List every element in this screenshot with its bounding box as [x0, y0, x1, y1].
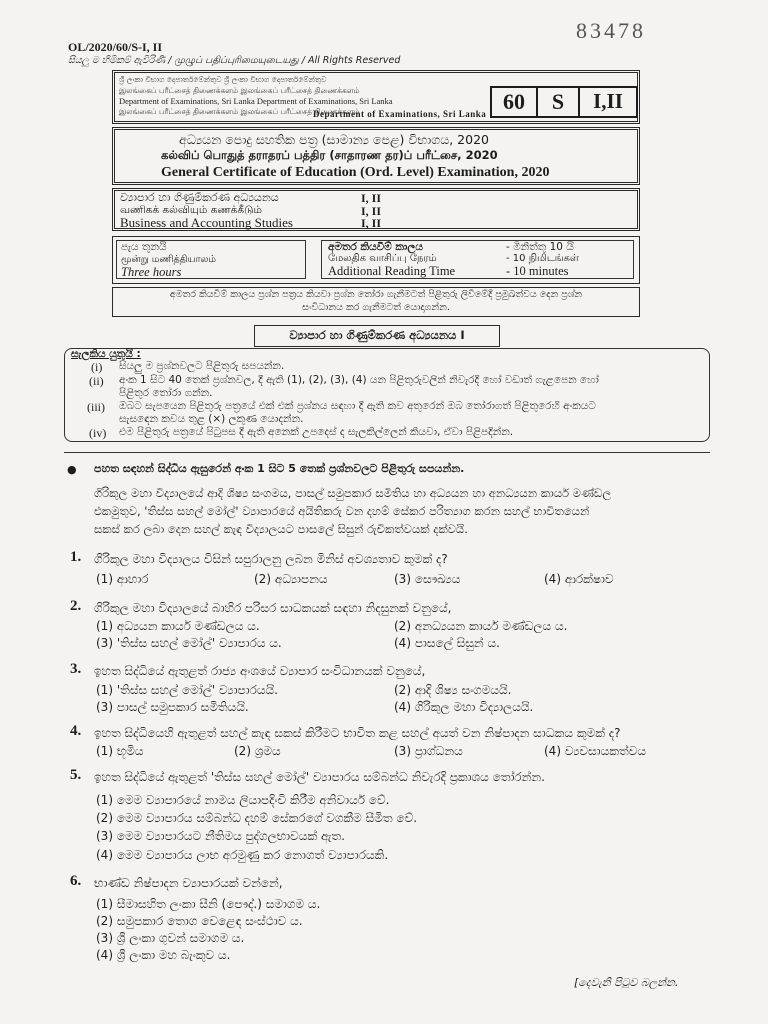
answer-option: (2) මෙම ව්‍යාපාරය සම්බන්ධ දහම් සේකරගේ වගකීම සීමිත වේ. — [96, 811, 418, 825]
divider — [64, 452, 710, 453]
answer-option: (2) අනධ්‍යයන කාර්ය මණ්ඩලය ය. — [394, 619, 568, 633]
question-text: ඉහත සිද්ධියෙහි ඇතුළත් සහල් කැඳ සකස් කිරීමට භාවිත කළ සහල් අයත් වන නිෂ්පාදන සාධකය කුමක් ද? — [94, 726, 621, 740]
answer-option: (3) මෙම ව්‍යාපාරයට නීතිමය පුද්ගලභාවයක් ඇත. — [96, 829, 345, 843]
question-number: 3. — [70, 661, 82, 677]
duration-english: Three hours — [121, 265, 182, 279]
part-title-box — [254, 325, 500, 347]
question-number: 2. — [70, 598, 82, 614]
reading-label: மேலதிக வாசிப்பு நேரம் — [328, 253, 437, 264]
answer-option: (1) මෙම ව්‍යාපාරයේ නාමය ලියාපදිංචි කිරීම අනිවාර්ය වේ. — [96, 793, 390, 807]
time-box — [112, 236, 640, 284]
answer-option: (3) 'තිස්ස සහල් මෝල්' ව්‍යාපාරය ය. — [96, 636, 282, 650]
reading-note-line: අමතර කියවීම් කාලය ප්‍රශ්න පත්‍රය කියවා ප්‍රශ්න තෝරා ගැනීමටත් පිළිතුරු ලිවීමේදී ප්‍රමුඛත්වය දෙන ප්‍රශ්න — [169, 289, 583, 300]
department-line: Department of Examinations, Sri Lanka Department of Examinations, Sri Lanka — [119, 96, 393, 106]
rights-notice: සියලු ම හිමිකම් ඇවිරිණි / முழுப் பதிப்புரிமையுடையது / All Rights Reserved — [68, 55, 401, 66]
scenario-line: සකස් කර ලබා දෙන සහල් කැඳ විද්‍යාලයට පාසලේ සිසුන් රුචිකත්වයක් දක්වයි. — [94, 522, 468, 536]
answer-option: (1) සීමාසහිත ලංකා සීනි (පෞද්.) සමාගම ය. — [96, 897, 321, 911]
instruction-text: සැසඳෙන කවය තුළ (×) ලකුණ යොදන්න. — [119, 413, 304, 425]
instruction-text: එම පිළිතුරු පත්‍රයේ පිටුපස දී ඇති අනෙක් උපදෙස් ද සැලකිල්ලෙන් කියවා, ඒවා පිළිපදින්න. — [119, 426, 514, 438]
subject-part: I, II — [361, 216, 382, 230]
exam-title-box — [112, 127, 640, 185]
subject-code: 60 — [492, 88, 538, 116]
instructions-box — [64, 348, 710, 442]
question-text: භාණ්ඩ නිෂ්පාදන ව්‍යාපාරයක් වන්නේ, — [94, 876, 283, 890]
question-text: ගිරිකුල මහා විද්‍යාලය විසින් සපුරාලනු ලබන මිනිස් අවශ්‍යතාව කුමක් ද? — [94, 552, 448, 566]
answer-option: (4) ගිරිකුල මහා විද්‍යාලයයි. — [394, 700, 534, 714]
answer-option: (4) මෙම ව්‍යාපාරය ලාභ අරමුණු කර නොගත් ව්‍යාපාරයකි. — [96, 848, 389, 862]
instruction-text: පිළිතුර තෝරා ගන්න. — [119, 387, 213, 399]
answer-option: (2) සමුපකාර තොග වෙළෙඳ සංස්ථාව ය. — [96, 914, 303, 928]
answer-option: (2) අධ්‍යාපනය — [254, 572, 328, 586]
instruction-num: (iv) — [89, 426, 107, 440]
subject-part: I, II — [361, 204, 382, 218]
department-line: இலங்கைப் பரீட்சைத் திணைக்களம் இலங்கைப் பரீட்சைத் திணைக்களம் — [119, 106, 360, 116]
reading-note-line: සංවිධානය කර ගැනීමටත් යොදාගන්න. — [302, 302, 450, 313]
scenario-line: එකමුතුව, 'තිස්ස සහල් මෝල්' ව්‍යාපාරයේ අයිතිකරු වන දහම් සේකර පරිත්‍යාග කරන සහල් භාවිතයෙන් — [94, 504, 590, 518]
reading-time-box — [321, 240, 634, 279]
subject-sinhala: ව්‍යාපාර හා ගිණුම්කරණ අධ්‍යයනය — [120, 191, 279, 204]
instruction-num: (ii) — [89, 374, 104, 388]
exam-title-tamil: கல்விப் பொதுத் தராதரப் பத்திர (சாதாரண தர)ப் பரீட்சை, 2020 — [161, 148, 498, 162]
answer-option: (3) ප්‍රාග්ධනය — [394, 744, 463, 758]
instruction-text: සියලු ම ප්‍රශ්නවලට පිළිතුරු සපයන්න. — [119, 360, 285, 372]
question-number: 6. — [70, 873, 82, 889]
subject-tamil: வணிகக் கல்வியும் கணக்கீடும் — [120, 204, 262, 216]
question-text: ඉහත සිද්ධියේ ඇතුළත් 'තිස්ස සහල් මෝල්' ව්‍යාපාරය සම්බන්ධ නිවැරදි ප්‍රකාශය තෝරන්න. — [94, 770, 545, 784]
duration-sinhala: පැය තුනයි — [121, 241, 167, 253]
answer-option: (4) පාසලේ සිසුන් ය. — [394, 636, 500, 650]
code-box — [490, 86, 638, 118]
instruction-text: අංක 1 සිට 40 තෙක් ප්‍රශ්නවල, දී ඇති (1), (2), (3), (4) යන පිළිතුරුවලින් නිවැරදි හෝ වඩාත් ගැළපෙන හෝ — [119, 374, 599, 386]
answer-option: (1) අධ්‍යයන කාර්ය මණ්ඩලය ය. — [96, 619, 260, 633]
scenario-intro: පහත සඳහන් සිද්ධිය ඇසුරෙන් අංක 1 සිට 5 තෙක් ප්‍රශ්නවලට පිළිතුරු සපයන්න. — [94, 462, 465, 475]
answer-option: (1) භූමිය — [96, 744, 144, 758]
reading-value: - මිනිත්තු 10 යි — [506, 241, 574, 253]
answer-option: (3) පාසල් සමුපකාර සමිතියයි. — [96, 700, 249, 714]
part-title: ව්‍යාපාර හා ගිණුම්කරණ අධ්‍යයනය I — [289, 328, 465, 342]
answer-option: (4) ආරක්ෂාව — [544, 572, 614, 586]
reading-value: - 10 minutes — [506, 264, 569, 278]
turn-page-note: [දෙවැනි පිටුව බලන්න. — [574, 976, 679, 989]
subject-box — [112, 188, 640, 231]
answer-option: (4) ව්‍යවසායකත්වය — [544, 744, 646, 758]
answer-option: (1) 'තිස්ස සහල් මෝල්' ව්‍යාපාරයයි. — [96, 683, 278, 697]
question-text: ඉහත සිද්ධියේ ඇතුළත් රාජ්‍ය අංශයේ ව්‍යාපාර සංවිධානයක් වනුයේ, — [94, 664, 426, 678]
question-number: 4. — [70, 723, 82, 739]
answer-option: (3) සෞඛ්‍යය — [394, 572, 461, 586]
duration-tamil: மூன்று மணித்தியாலம் — [121, 254, 217, 265]
department-center: Department of Examinations, Sri Lanka — [313, 109, 487, 119]
instruction-num: (i) — [91, 360, 103, 374]
code-s: S — [538, 88, 580, 116]
answer-option: (1) ආහාර — [96, 572, 149, 586]
exam-title-english: General Certificate of Education (Ord. Level) Examination, 2020 — [161, 165, 550, 180]
question-number: 1. — [70, 549, 82, 565]
instruction-num: (iii) — [87, 400, 105, 414]
department-line: இலங்கைப் பரீட்சைத் திணைக்களம் இலங்கைப் பரீட்சைத் திணைக்களம் — [119, 85, 360, 95]
code-parts: I,II — [593, 89, 623, 113]
question-text: ගිරිකුල මහා විද්‍යාලයේ බාහිර පරිසර සාධකයක් සඳහා නිදසුනක් වනුයේ, — [94, 601, 452, 615]
answer-option: (3) ශ්‍රී ලංකා ගුවන් සමාගම ය. — [96, 931, 245, 945]
scenario-line: ගිරිකුල මහා විද්‍යාලයේ ආදි ශිෂ්‍ය සංගමය, පාසල් සමුපකාර සමිතිය හා අධ්‍යයන හා අනධ්‍යයන කාර්ය මණ්ඩල — [94, 486, 612, 500]
answer-option: (2) ආදි ශිෂ්‍ය සංගමයයි. — [394, 683, 512, 697]
subject-part: I, II — [361, 191, 382, 205]
serial-number: 83478 — [576, 18, 646, 43]
reading-note-box — [112, 287, 640, 317]
paper-code: OL/2020/60/S-I, II — [68, 40, 163, 54]
question-number: 5. — [70, 767, 82, 783]
exam-title-sinhala: අධ්‍යයන පොදු සහතික පත්‍ර (සාමාන්‍ය පෙළ) විභාගය, 2020 — [179, 132, 489, 147]
reading-value: - 10 நிமிடங்கள் — [506, 253, 579, 264]
subject-english: Business and Accounting Studies — [120, 215, 293, 230]
reading-label: අමතර කියවීම් කාලය — [328, 241, 423, 253]
bullet-icon: ● — [67, 463, 77, 476]
reading-label: Additional Reading Time — [328, 264, 456, 278]
instructions-title: සැලකිය යුතුයි : — [71, 348, 141, 360]
duration-box — [116, 240, 306, 279]
answer-option: (2) ශ්‍රමය — [234, 744, 281, 758]
instruction-text: ඔබට සැපයෙන පිළිතුරු පත්‍රයේ එක් එක් ප්‍රශ්නය සඳහා දී ඇති කව අතුරෙන් ඔබ තෝරාගත් පිළිතුරෙහි අංකයට — [119, 400, 596, 412]
answer-option: (4) ශ්‍රී ලංකා මහ බැංකුව ය. — [96, 948, 231, 962]
department-line: ශ්‍රී ලංකා විභාග දෙපාර්තමේන්තුව ශ්‍රී ලංකා විභාග දෙපාර්තමේන්තුව — [119, 75, 327, 84]
